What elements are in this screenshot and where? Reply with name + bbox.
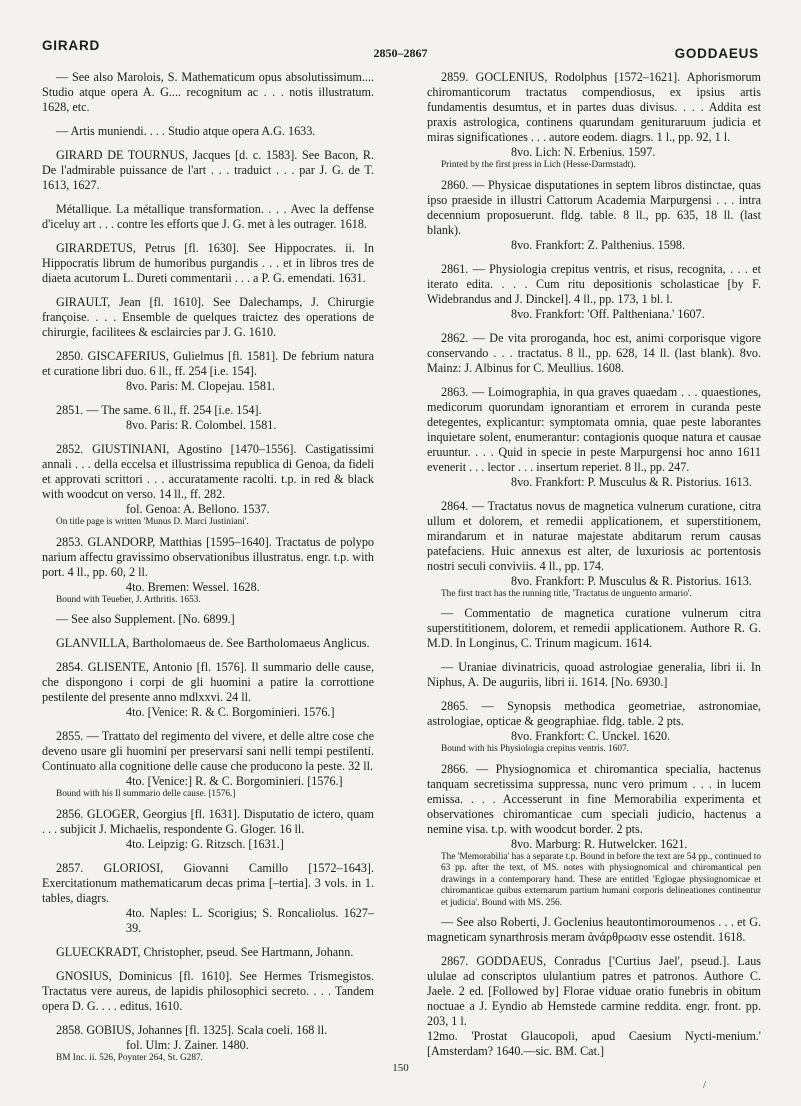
list-item: — See also Marolois, S. Mathematicum opus absolutissimum.... Studio atque opera A. G.... recognitum ac . . . notis illustratum. 1628, etc.: [42, 70, 374, 114]
left-column: [42, 70, 374, 1070]
list-item: 2850. GISCAFERIUS, Gulielmus [fl. 1581]. De febrium natura et curatione libri duo. 6 ll., ff. 254 [i.e. 154].: [42, 349, 374, 378]
list-item: — Uraniae divinatricis, quoad astrologiae generalia, libri ii. In Niphus, A. De auguriis, libri ii. 1614. [No. 6930.]: [427, 660, 761, 689]
right-column: [427, 70, 761, 1068]
list-item: 2864. — Tractatus novus de magnetica vulnerum curatione, citra ullum et dolorem, et remedii applicationem, et superstitionem, mirandarum et in naturae majestate abditarum rerum causas patefaciens. Huic annexus est alter, de luxuriosis ac portentosis nostri seculi conviviis. 4 ll., pp. 174.: [427, 498, 761, 573]
list-item: — Artis muniendi. . . . Studio atque opera A.G. 1633.: [56, 124, 316, 138]
imprint: 8vo. Paris: M. Clopejau. 1581.: [126, 379, 276, 393]
imprint: 12mo. 'Prostat Glaucopoli, apud Caesium Nycti-menium.' [Amsterdam? 1640.—sic. BM. Cat.]: [427, 1029, 761, 1058]
imprint: 4to. Naples: L. Scorigius; S. Roncaliolus. 1627–39.: [126, 905, 374, 935]
list-item: 2860. — Physicae disputationes in septem libros distinctae, quas ipso praeside in illustri Cattorum Academia Marpurgensi . . . intra decennium proposuerunt. fldg. table. 8 ll., pp. 635, 18 ll. (last blank).: [427, 177, 761, 237]
imprint: 8vo. Frankfort: C. Unckel. 1620.: [511, 729, 671, 743]
list-item: 2863. — Loimographia, in qua graves quaedam . . . quaestiones, medicorum quorundam ignorantiam et errorem in curanda peste detegentes, explicantur: symptomata omnia, quae peste laborantes inquietare solent, enumerantur: contagionis quoque natura et causae eruuntur. . . . Quid in specie in peste Marpurgensi hoc anno 1611 evenerit . . . lector . . . insertum reperiet. 8 ll., pp. 247.: [427, 384, 761, 474]
note: Bound with his Physiologia crepitus ventris. 1607.: [441, 744, 629, 754]
list-item: 2852. GIUSTINIANI, Agostino [1470–1556]. Castigatissimi annali . . . della eccelsa et illustrissima republica di Genoa, da fideli et approvati scrittori . . . accuratamente racolti. t.p. in red & black with woodcut on verso. 14 ll., ff. 282.: [42, 442, 374, 501]
list-item: GLUECKRADT, Christopher, pseud. See Hartmann, Johann.: [56, 944, 354, 959]
imprint: 8vo. Paris: R. Colombel. 1581.: [126, 418, 277, 432]
imprint: 8vo. Frankfort: P. Musculus & R. Pistorius. 1613.: [511, 474, 752, 489]
running-head-range: 2850–2867: [373, 46, 428, 60]
imprint: 4to. [Venice:] R. & C. Borgominieri. [1576.]: [126, 774, 343, 788]
list-item: 2854. GLISENTE, Antonio [fl. 1576]. Il summario delle cause, che dispongono i corpi de gli huomini a patire la corrottione pestilente del presente anno mdlxxvi. 24 ll.: [42, 660, 374, 704]
list-item: GIRARD DE TOURNUS, Jacques [d. c. 1583]. See Bacon, R. De l'admirable puissance de l'art . . . traduict . . . par J. G. de T. 1613, 1627.: [42, 148, 374, 192]
note: Bound with his Il summario delle cause. [1576.]: [56, 789, 236, 799]
list-item: GIRARDETUS, Petrus [fl. 1630]. See Hippocrates. ii. In Hippocratis librum de humoribus purgandis . . . et in libros tres de diaeta acutorum L. Dureti commentarii . . . a P. G. emendati. 1631.: [42, 241, 374, 285]
list-item: — See also Supplement. [No. 6899.]: [56, 612, 235, 626]
imprint: 4to. Leipzig: G. Ritzsch. [1631.]: [126, 836, 284, 851]
list-item: 2867. GODDAEUS, Conradus ['Curtius Jael', pseud.]. Laus ululae ad conscriptos ululantium patres et patronos. Authore C. Jaele. 2 ed. [Followed by] Florae viduae oratio funebris in obitum noctuae a J. Eyndio ab Hemstede carmine reddita. engr. front. pp. 203, 1 l.: [427, 954, 761, 1028]
list-item: 2865. — Synopsis methodica geometriae, astronomiae, astrologiae, opticae & geographiae. fldg. table. 2 pts.: [427, 699, 761, 728]
imprint: 8vo. Frankfort: Z. Palthenius. 1598.: [511, 237, 685, 252]
list-item: 2856. GLOGER, Georgius [fl. 1631]. Disputatio de ictero, quam . . . subjicit J. Michaelis, respondente G. Gloger. 16 ll.: [42, 806, 374, 836]
note: Printed by the first press in Lich (Hesse-Darmstadt).: [441, 160, 636, 170]
list-item: 2866. — Physiognomica et chiromantica specialia, hactenus tanquam secretissima suppressa, nunc vero primum . . . in lucem emissa. . . . Accesserunt in fine Memorabilia experimenta et observationes chiromanticae cum speciali judicio, hactenus a nemine visa. t.p. with woodcut border. 2 pts.: [427, 761, 761, 836]
list-item: 2857. GLORIOSI, Giovanni Camillo [1572–1643]. Exercitationum mathematicarum decas prima [–tertia]. 3 vols. in 1. tables, diagrs.: [42, 860, 374, 905]
list-item: Métallique. La métallique transformation. . . . Avec la deffense d'iceluy art . . . contre les efforts que J. G. met à les outrager. 1618.: [42, 202, 374, 231]
note: On title page is written 'Munus D. Marci Justiniani'.: [56, 517, 249, 527]
imprint: 8vo. Lich: N. Erbenius. 1597.: [511, 145, 656, 159]
imprint: 8vo. Marburg: R. Hutwelcker. 1621.: [511, 836, 688, 851]
running-head-right: GODDAEUS: [674, 46, 759, 61]
corner-mark: /: [703, 1079, 707, 1091]
list-item: — Commentatio de magnetica curatione vulnerum citra superstititionem, dolorem, et remedii applicationem. Authore R. G. M.D. In Longinus, C. Trinum magicum. 1614.: [427, 606, 761, 650]
imprint: fol. Ulm: J. Zainer. 1480.: [126, 1037, 249, 1052]
note: Bound with Teueber, J. Arthritis. 1653.: [56, 594, 201, 605]
note: BM Inc. ii. 526, Poynter 264, St. G287.: [56, 1052, 203, 1063]
list-item: GIRAULT, Jean [fl. 1610]. See Dalechamps, J. Chirurgie françoise. . . . Ensemble de quelques traictez des operations de chirurgie, facilitees & esclaircies par J. G. 1610.: [42, 295, 374, 339]
list-item: 2861. — Physiologia crepitus ventris, et risus, recognita, . . . et iterato edita. . . . Cum ritu depositionis scholasticae [by F. Widebrandus and J. Dinckel]. 4 ll., pp. 173, 1 bl. l.: [427, 261, 761, 306]
list-item: GLANVILLA, Bartholomaeus de. See Bartholomaeus Anglicus.: [56, 636, 370, 650]
list-item: 2851. — The same. 6 ll., ff. 254 [i.e. 154].: [56, 403, 262, 417]
page-header: [0, 38, 801, 64]
list-item: 2853. GLANDORP, Matthias [1595–1640]. Tractatus de polypo narium affectu gravissimo observationibus illustratus. engr. t.p. with port. 4 ll., pp. 60, 2 ll.: [42, 534, 374, 579]
imprint: 8vo. Frankfort: P. Musculus & R. Pistorius. 1613.: [511, 573, 752, 588]
running-head-left: GIRARD: [42, 38, 101, 53]
list-item: 2859. GOCLENIUS, Rodolphus [1572–1621]. Aphorismorum chiromanticorum tractatus compendiosus, ex ipsius artis fundamentis desumtus, et in partes duas divisus. . . . Addita est praxis astrologica, continens quarundam genituraruum judicia et miras significationes . . . autore eodem. diagrs. 1 l., pp. 92, 1 l.: [427, 70, 761, 144]
note: The 'Memorabilia' has a separate t.p. Bound in before the text are 54 pp., continued to 63 pp. after the text, of MS. notes with physiognomical and chiromantical pen drawings in a contemporary hand. These are entitled 'Eglogae physiognomicae et chiromanticae quibus externarum partium humani corporis delineationes continentur et judicia'. Bound with MS. 256.: [441, 851, 761, 908]
list-item: — See also Roberti, J. Goclenius heautontimoroumenos . . . et G. magneticam synarthrosis meram ἀνάρθρωσιν esse ostendit. 1618.: [427, 915, 761, 944]
imprint: 4to. [Venice: R. & C. Borgominieri. 1576.]: [126, 705, 335, 719]
imprint: 8vo. Frankfort: 'Off. Paltheniana.' 1607.: [511, 306, 705, 321]
list-item: 2862. — De vita proroganda, hoc est, animi corporisque vigore conservando . . . tractatus. 8 ll., pp. 628, 14 ll. (last blank). 8vo. Mainz: J. Albinus for C. Meullius. 1608.: [427, 330, 761, 375]
note: The first tract has the running title, 'Tractatus de unguento armario'.: [441, 588, 692, 599]
list-item: GNOSIUS, Dominicus [fl. 1610]. See Hermes Trismegistos. Tractatus vere aureus, de lapidis philosophici secreto. . . . Tandem opera D. G. . . . editus. 1610.: [42, 968, 374, 1013]
imprint: fol. Genoa: A. Bellono. 1537.: [126, 502, 270, 516]
list-item: 2858. GOBIUS, Johannes [fl. 1325]. Scala coeli. 168 ll.: [56, 1022, 328, 1037]
page-number: 150: [392, 1062, 409, 1074]
list-item: 2855. — Trattato del regimento del vivere, et delle altre cose che deveno usare gli huomini per preservarsi sani nelli tempi pestilenti. Continuato alla cognitione delle cause che producono la peste. 32 ll.: [42, 729, 374, 773]
imprint: 4to. Bremen: Wessel. 1628.: [126, 579, 260, 594]
